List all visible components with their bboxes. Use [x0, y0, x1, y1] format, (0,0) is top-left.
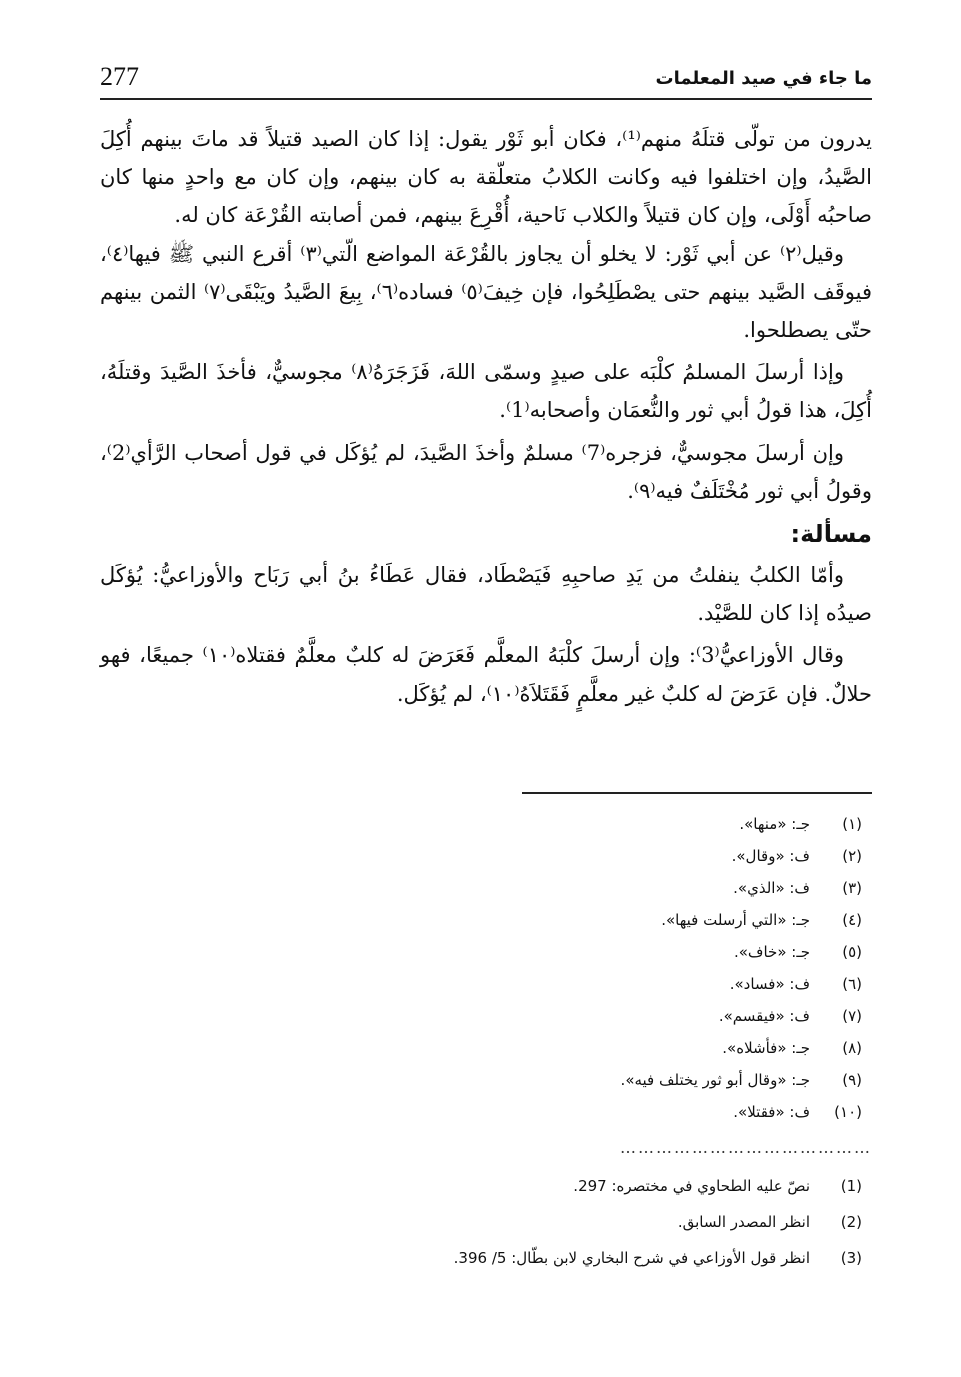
paragraph: وأمّا الكلبُ ينفلتُ من يَدِ صاحبِهِ فَيَصْطَاد، فقال عَطَاءُ بنُ أبي رَبَاح والأوزاعيُّ: يُؤكَل صيدُه إذا كان للصَّيْد.: [100, 563, 872, 626]
reference-text: انظر المصدر السابق.: [677, 1213, 810, 1231]
paragraph: يدرون من تولّى قتلَهُ منهم⁽¹⁾، فكان أبو ثَوْر يقول: إذا كان الصيد قتيلاً قد ماتَ بينهم أُكِلَ الصَّيدُ، وإن اختلفوا فيه وكانت الكلابُ متعلّقة به كان بينهم، وإن كان مع واحدٍ منها كان صاحبُه أَوْلَى، وإن كان قتيلاً والكلاب نَاحية، أُقْرِعَ بينهم، فمن أصابته القُرْعَة كان له.: [100, 127, 872, 228]
footnote-text: جـ: «فأشلاه».: [722, 1039, 810, 1057]
reference: [100, 1240, 872, 1276]
paragraph: وقيل⁽٢⁾ عن أبي ثَوْر: لا يخلو أن يجاوز بالقُرْعَة المواضع الّتي⁽٣⁾ أقرع النبي ﷺ فيها⁽٤⁾، فيوقَف الصَّيد بينهم حتى يصْطَلِحُوا، فإن خِيفَ⁽٥⁾ فساده⁽٦⁾، بِيعَ الصَّيدُ ويَبْقَى⁽٧⁾ الثمن بينهم حتّى يصطلحوا.: [100, 241, 872, 343]
reference: [100, 1168, 872, 1204]
reference-number: (1): [840, 1177, 862, 1195]
footnote-number: (١٠): [834, 1103, 862, 1121]
footnote-text: جـ: «وقال أبو ثور يختلف فيه».: [620, 1071, 810, 1089]
footnote-number: (٩): [842, 1071, 862, 1089]
footnote-separator: [522, 792, 872, 794]
footnote-text: ف: «فساد».: [729, 975, 810, 993]
footnote: [100, 904, 872, 936]
footnote-text: جـ: «منها».: [739, 815, 810, 833]
footnote: [100, 1000, 872, 1032]
footnote-number: (٥): [842, 943, 862, 961]
footnote-text: ف: «فقتلا».: [733, 1103, 810, 1121]
reference-notes: [100, 1168, 872, 1276]
footnote-number: (٧): [842, 1007, 862, 1025]
footnote: [100, 1096, 872, 1128]
footnote-number: (٢): [842, 847, 862, 865]
reference: [100, 1204, 872, 1240]
variant-notes: [100, 808, 872, 1128]
footnote: [100, 1032, 872, 1064]
footnote-number: (٨): [842, 1039, 862, 1057]
footnote: [100, 968, 872, 1000]
footnote: [100, 936, 872, 968]
footnote: [100, 808, 872, 840]
footnote-number: (٦): [842, 975, 862, 993]
footnote-text: ف: «وقال».: [731, 847, 810, 865]
footnote-number: (٣): [842, 879, 862, 897]
section-heading: مسألة:: [790, 520, 872, 549]
reference-number: (3): [840, 1249, 862, 1267]
main-text: [100, 120, 872, 713]
footnote-text: ف: «الذي».: [733, 879, 810, 897]
page-number: 277: [100, 62, 139, 91]
reference-text: نصّ عليه الطحاوي في مختصره: 297.: [573, 1177, 810, 1195]
running-title: ما جاء في صيد المعلمات: [655, 68, 872, 89]
footnote: [100, 1064, 872, 1096]
reference-text: انظر قول الأوزاعي في شرح البخاري لابن بطّال: 5/ 396.: [453, 1249, 810, 1267]
reference-number: (2): [840, 1213, 862, 1231]
page-header: [100, 52, 872, 100]
paragraph: وإن أرسلَ مجوسيٌّ، فزجره⁽7⁾ مسلمٌ وأخذَ الصَّيدَ، لم يُؤكَل في قول أصحاب الرَّأي⁽2⁾، وقولُ أبي ثور مُخْتَلَفٌ فيه⁽٩⁾.: [100, 440, 872, 503]
footnote: [100, 840, 872, 872]
footnote: [100, 872, 872, 904]
footnote-text: جـ: «التي أرسلت فيها».: [661, 911, 810, 929]
footnote-text: ف: «فيقسم».: [718, 1007, 810, 1025]
footnote-text: جـ: «خاف».: [733, 943, 810, 961]
dotted-separator: ……………………………………: [620, 1138, 872, 1157]
paragraph: وإذا أرسلَ المسلمُ كلْبَه على صيدٍ وسمّى اللهَ، فَزَجَرَهُ⁽٨⁾ مجوسيٌّ، فأخذَ الصَّيدَ وقتلَهُ، أُكِلَ، هذا قولُ أبي ثور والنُّعمَان وأصحابه⁽1⁾.: [100, 360, 872, 423]
paragraph: وقال الأوزاعيُّ⁽3⁾: وإن أرسلَ كلْبَهُ المعلَّم فَعَرَضَ له كلبٌ معلَّمٌ فقتلاه⁽١٠⁾ جميعًا، فهو حلالٌ. فإن عَرَضَ له كلبٌ غير معلَّمٍ فَقَتَلاَهُ⁽١٠⁾، لم يُؤكَل.: [100, 643, 872, 706]
footnote-number: (١): [842, 815, 862, 833]
footnote-number: (٤): [842, 911, 862, 929]
